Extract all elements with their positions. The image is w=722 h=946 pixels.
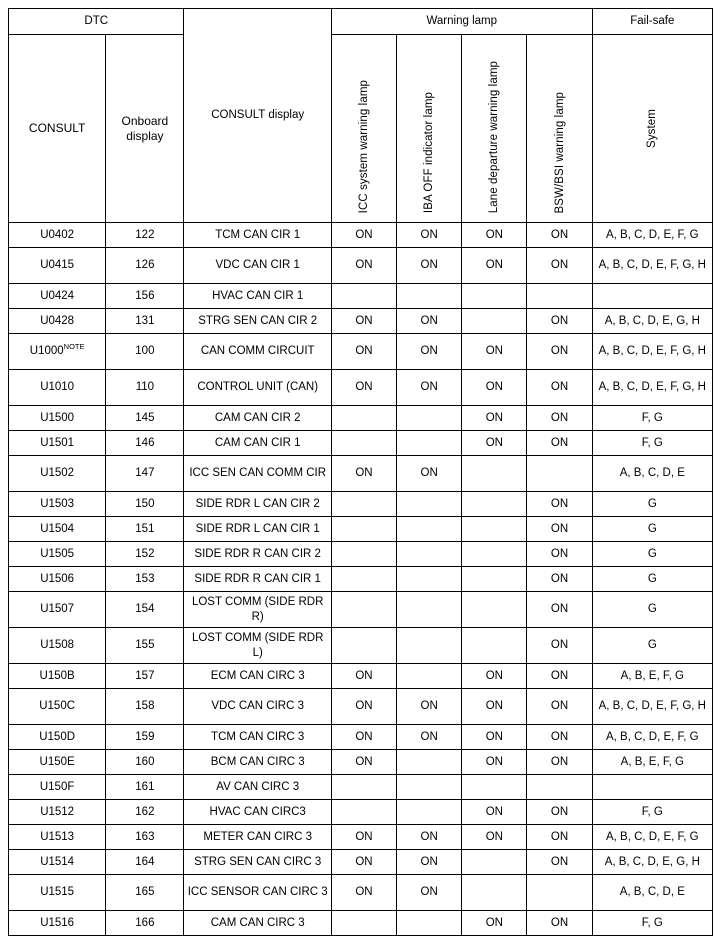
cell-dtc-consult: U1010 — [9, 370, 106, 406]
cell-icc-system-warning-lamp — [331, 517, 396, 542]
cell-iba-off-indicator-lamp — [397, 592, 462, 628]
cell-icc-system-warning-lamp: ON — [331, 750, 396, 775]
cell-dtc-consult: U1507 — [9, 592, 106, 628]
header-col-icc-label: ICC system warning lamp — [357, 80, 370, 214]
cell-dtc-onboard-display: 160 — [106, 750, 184, 775]
cell-dtc-onboard-display: 162 — [106, 800, 184, 825]
cell-iba-off-indicator-lamp — [397, 800, 462, 825]
cell-failsafe-system — [592, 775, 712, 800]
cell-dtc-consult: U0428 — [9, 309, 106, 334]
cell-icc-system-warning-lamp: ON — [331, 725, 396, 750]
cell-bsw-bsi-warning-lamp: ON — [527, 406, 592, 431]
cell-dtc-onboard-display: 161 — [106, 775, 184, 800]
cell-icc-system-warning-lamp: ON — [331, 456, 396, 492]
cell-bsw-bsi-warning-lamp: ON — [527, 911, 592, 936]
table-row — [9, 664, 713, 689]
table-row — [9, 850, 713, 875]
dtc-warning-lamp-failsafe-table — [8, 8, 713, 936]
cell-dtc-consult: U1513 — [9, 825, 106, 850]
cell-dtc-consult: U0424 — [9, 284, 106, 309]
cell-lane-departure-warning-lamp — [462, 309, 527, 334]
cell-lane-departure-warning-lamp: ON — [462, 248, 527, 284]
cell-failsafe-system: A, B, E, F, G — [592, 664, 712, 689]
header-col-consult: CONSULT — [9, 35, 106, 223]
cell-icc-system-warning-lamp — [331, 911, 396, 936]
cell-failsafe-system: G — [592, 567, 712, 592]
cell-bsw-bsi-warning-lamp — [527, 875, 592, 911]
cell-lane-departure-warning-lamp — [462, 492, 527, 517]
cell-dtc-consult: U1500 — [9, 406, 106, 431]
cell-dtc-consult: U1506 — [9, 567, 106, 592]
cell-consult-display: STRG SEN CAN CIR 2 — [184, 309, 331, 334]
cell-dtc-onboard-display: 110 — [106, 370, 184, 406]
cell-lane-departure-warning-lamp — [462, 567, 527, 592]
cell-bsw-bsi-warning-lamp: ON — [527, 542, 592, 567]
cell-consult-display: CAM CAN CIRC 3 — [184, 911, 331, 936]
cell-consult-display: METER CAN CIRC 3 — [184, 825, 331, 850]
cell-dtc-onboard-display: 155 — [106, 628, 184, 664]
table-row — [9, 406, 713, 431]
cell-dtc-consult: U1505 — [9, 542, 106, 567]
table-body — [9, 223, 713, 936]
table-row — [9, 517, 713, 542]
cell-dtc-consult: U1000$^{NOTE}$ — [9, 334, 106, 370]
cell-failsafe-system: A, B, C, D, E — [592, 456, 712, 492]
cell-consult-display: TCM CAN CIRC 3 — [184, 725, 331, 750]
header-group-failsafe: Fail-safe — [592, 9, 712, 35]
header-group-row — [9, 9, 713, 35]
cell-dtc-onboard-display: 164 — [106, 850, 184, 875]
cell-failsafe-system: G — [592, 517, 712, 542]
cell-consult-display: LOST COMM (SIDE RDR R) — [184, 592, 331, 628]
cell-icc-system-warning-lamp — [331, 542, 396, 567]
cell-iba-off-indicator-lamp: ON — [397, 875, 462, 911]
cell-consult-display: HVAC CAN CIRC3 — [184, 800, 331, 825]
cell-iba-off-indicator-lamp: ON — [397, 850, 462, 875]
cell-dtc-consult: U1504 — [9, 517, 106, 542]
header-col-onboard-display: Onboard display — [106, 35, 184, 223]
cell-failsafe-system: F, G — [592, 911, 712, 936]
cell-bsw-bsi-warning-lamp — [527, 775, 592, 800]
header-col-bsw-label: BSW/BSI warning lamp — [553, 91, 566, 214]
cell-failsafe-system: A, B, E, F, G — [592, 750, 712, 775]
cell-failsafe-system: G — [592, 492, 712, 517]
cell-iba-off-indicator-lamp — [397, 567, 462, 592]
cell-lane-departure-warning-lamp — [462, 456, 527, 492]
table-row — [9, 628, 713, 664]
table-row — [9, 456, 713, 492]
header-col-bsw-bsi-warning-lamp — [527, 35, 592, 223]
note-superscript: NOTE — [63, 342, 85, 352]
table-row — [9, 370, 713, 406]
cell-failsafe-system: G — [592, 628, 712, 664]
cell-dtc-onboard-display: 158 — [106, 689, 184, 725]
header-col-consult-display: CONSULT display — [184, 9, 331, 223]
cell-icc-system-warning-lamp: ON — [331, 223, 396, 248]
cell-consult-display: LOST COMM (SIDE RDR L) — [184, 628, 331, 664]
cell-iba-off-indicator-lamp: ON — [397, 456, 462, 492]
cell-dtc-consult: U0415 — [9, 248, 106, 284]
table-row — [9, 492, 713, 517]
cell-iba-off-indicator-lamp — [397, 406, 462, 431]
cell-bsw-bsi-warning-lamp: ON — [527, 850, 592, 875]
cell-failsafe-system: F, G — [592, 431, 712, 456]
cell-bsw-bsi-warning-lamp: ON — [527, 628, 592, 664]
cell-failsafe-system: A, B, C, D, E — [592, 875, 712, 911]
cell-iba-off-indicator-lamp — [397, 628, 462, 664]
cell-iba-off-indicator-lamp: ON — [397, 248, 462, 284]
cell-dtc-consult: U150D — [9, 725, 106, 750]
table-row — [9, 689, 713, 725]
cell-lane-departure-warning-lamp: ON — [462, 800, 527, 825]
cell-failsafe-system: A, B, C, D, E, F, G — [592, 825, 712, 850]
cell-icc-system-warning-lamp — [331, 592, 396, 628]
header-group-warning-lamp: Warning lamp — [331, 9, 592, 35]
cell-failsafe-system: A, B, C, D, E, G, H — [592, 309, 712, 334]
cell-bsw-bsi-warning-lamp: ON — [527, 492, 592, 517]
cell-consult-display: BCM CAN CIRC 3 — [184, 750, 331, 775]
cell-dtc-onboard-display: 159 — [106, 725, 184, 750]
cell-bsw-bsi-warning-lamp: ON — [527, 567, 592, 592]
cell-dtc-onboard-display: 152 — [106, 542, 184, 567]
cell-consult-display: ICC SEN CAN COMM CIR — [184, 456, 331, 492]
cell-lane-departure-warning-lamp: ON — [462, 750, 527, 775]
cell-failsafe-system: A, B, C, D, E, F, G, H — [592, 370, 712, 406]
cell-lane-departure-warning-lamp: ON — [462, 664, 527, 689]
cell-lane-departure-warning-lamp: ON — [462, 431, 527, 456]
cell-dtc-onboard-display: 156 — [106, 284, 184, 309]
cell-dtc-consult: U150E — [9, 750, 106, 775]
header-col-lane-label: Lane departure warning lamp — [488, 61, 501, 214]
cell-consult-display: SIDE RDR L CAN CIR 2 — [184, 492, 331, 517]
cell-iba-off-indicator-lamp: ON — [397, 370, 462, 406]
header-col-icc-system-warning-lamp — [331, 35, 396, 223]
cell-dtc-onboard-display: 126 — [106, 248, 184, 284]
header-col-iba-label: IBA OFF indicator lamp — [423, 92, 436, 214]
cell-dtc-onboard-display: 147 — [106, 456, 184, 492]
table-row — [9, 875, 713, 911]
cell-failsafe-system: A, B, C, D, E, F, G, H — [592, 248, 712, 284]
cell-consult-display: CAN COMM CIRCUIT — [184, 334, 331, 370]
cell-dtc-consult: U150C — [9, 689, 106, 725]
cell-icc-system-warning-lamp — [331, 284, 396, 309]
cell-icc-system-warning-lamp: ON — [331, 850, 396, 875]
cell-consult-display: VDC CAN CIR 1 — [184, 248, 331, 284]
cell-icc-system-warning-lamp — [331, 567, 396, 592]
cell-dtc-onboard-display: 150 — [106, 492, 184, 517]
cell-failsafe-system: F, G — [592, 406, 712, 431]
cell-bsw-bsi-warning-lamp: ON — [527, 689, 592, 725]
cell-lane-departure-warning-lamp: ON — [462, 406, 527, 431]
table-row — [9, 542, 713, 567]
cell-dtc-onboard-display: 157 — [106, 664, 184, 689]
cell-failsafe-system: A, B, C, D, E, F, G, H — [592, 689, 712, 725]
cell-failsafe-system: F, G — [592, 800, 712, 825]
cell-bsw-bsi-warning-lamp: ON — [527, 334, 592, 370]
cell-dtc-consult: U150B — [9, 664, 106, 689]
cell-lane-departure-warning-lamp — [462, 875, 527, 911]
table-row — [9, 911, 713, 936]
cell-icc-system-warning-lamp: ON — [331, 370, 396, 406]
cell-icc-system-warning-lamp — [331, 492, 396, 517]
cell-dtc-consult: U1515 — [9, 875, 106, 911]
table-row — [9, 750, 713, 775]
header-group-dtc: DTC — [9, 9, 184, 35]
cell-iba-off-indicator-lamp: ON — [397, 309, 462, 334]
cell-iba-off-indicator-lamp — [397, 431, 462, 456]
table-header — [9, 9, 713, 223]
cell-bsw-bsi-warning-lamp: ON — [527, 223, 592, 248]
header-col-iba-off-indicator-lamp — [397, 35, 462, 223]
cell-dtc-consult: U1501 — [9, 431, 106, 456]
cell-consult-display: SIDE RDR L CAN CIR 1 — [184, 517, 331, 542]
cell-lane-departure-warning-lamp: ON — [462, 825, 527, 850]
cell-bsw-bsi-warning-lamp: ON — [527, 592, 592, 628]
cell-dtc-onboard-display: 100 — [106, 334, 184, 370]
cell-bsw-bsi-warning-lamp: ON — [527, 309, 592, 334]
cell-dtc-onboard-display: 165 — [106, 875, 184, 911]
cell-dtc-onboard-display: 122 — [106, 223, 184, 248]
table-row — [9, 825, 713, 850]
cell-icc-system-warning-lamp: ON — [331, 248, 396, 284]
cell-lane-departure-warning-lamp — [462, 542, 527, 567]
cell-consult-display: CAM CAN CIR 2 — [184, 406, 331, 431]
cell-dtc-onboard-display: 146 — [106, 431, 184, 456]
header-col-lane-departure-warning-lamp — [462, 35, 527, 223]
cell-iba-off-indicator-lamp — [397, 492, 462, 517]
cell-failsafe-system: G — [592, 542, 712, 567]
cell-bsw-bsi-warning-lamp: ON — [527, 825, 592, 850]
cell-consult-display: VDC CAN CIRC 3 — [184, 689, 331, 725]
cell-consult-display: ICC SENSOR CAN CIRC 3 — [184, 875, 331, 911]
cell-iba-off-indicator-lamp — [397, 517, 462, 542]
cell-lane-departure-warning-lamp — [462, 775, 527, 800]
cell-iba-off-indicator-lamp: ON — [397, 334, 462, 370]
cell-bsw-bsi-warning-lamp: ON — [527, 517, 592, 542]
table-row — [9, 800, 713, 825]
cell-lane-departure-warning-lamp — [462, 628, 527, 664]
header-sub-row — [9, 35, 713, 223]
cell-dtc-onboard-display: 145 — [106, 406, 184, 431]
cell-dtc-consult: U1512 — [9, 800, 106, 825]
table-row — [9, 431, 713, 456]
cell-dtc-onboard-display: 163 — [106, 825, 184, 850]
cell-consult-display: SIDE RDR R CAN CIR 1 — [184, 567, 331, 592]
cell-dtc-consult: U1502 — [9, 456, 106, 492]
cell-consult-display: CAM CAN CIR 1 — [184, 431, 331, 456]
cell-dtc-onboard-display: 153 — [106, 567, 184, 592]
cell-icc-system-warning-lamp: ON — [331, 689, 396, 725]
cell-iba-off-indicator-lamp: ON — [397, 689, 462, 725]
cell-dtc-onboard-display: 166 — [106, 911, 184, 936]
cell-dtc-consult: U1503 — [9, 492, 106, 517]
table-row — [9, 223, 713, 248]
cell-bsw-bsi-warning-lamp: ON — [527, 431, 592, 456]
cell-bsw-bsi-warning-lamp — [527, 284, 592, 309]
cell-icc-system-warning-lamp: ON — [331, 825, 396, 850]
cell-lane-departure-warning-lamp: ON — [462, 725, 527, 750]
cell-dtc-onboard-display: 131 — [106, 309, 184, 334]
cell-icc-system-warning-lamp — [331, 431, 396, 456]
cell-bsw-bsi-warning-lamp: ON — [527, 248, 592, 284]
cell-lane-departure-warning-lamp: ON — [462, 370, 527, 406]
table-row — [9, 592, 713, 628]
cell-consult-display: HVAC CAN CIR 1 — [184, 284, 331, 309]
cell-dtc-consult: U1508 — [9, 628, 106, 664]
cell-iba-off-indicator-lamp: ON — [397, 725, 462, 750]
cell-bsw-bsi-warning-lamp: ON — [527, 800, 592, 825]
cell-lane-departure-warning-lamp: ON — [462, 334, 527, 370]
table-row — [9, 567, 713, 592]
cell-icc-system-warning-lamp — [331, 775, 396, 800]
table-row — [9, 248, 713, 284]
cell-iba-off-indicator-lamp: ON — [397, 825, 462, 850]
cell-lane-departure-warning-lamp: ON — [462, 689, 527, 725]
header-col-system-label: System — [646, 109, 659, 148]
cell-dtc-onboard-display: 151 — [106, 517, 184, 542]
cell-consult-display: ECM CAN CIRC 3 — [184, 664, 331, 689]
cell-bsw-bsi-warning-lamp: ON — [527, 750, 592, 775]
cell-failsafe-system: G — [592, 592, 712, 628]
cell-bsw-bsi-warning-lamp: ON — [527, 664, 592, 689]
cell-lane-departure-warning-lamp — [462, 284, 527, 309]
cell-icc-system-warning-lamp: ON — [331, 664, 396, 689]
table-row — [9, 775, 713, 800]
cell-dtc-consult: U1516 — [9, 911, 106, 936]
cell-dtc-consult: U1514 — [9, 850, 106, 875]
cell-consult-display: CONTROL UNIT (CAN) — [184, 370, 331, 406]
cell-icc-system-warning-lamp: ON — [331, 309, 396, 334]
cell-dtc-onboard-display: 154 — [106, 592, 184, 628]
cell-failsafe-system — [592, 284, 712, 309]
table-row — [9, 725, 713, 750]
table-row — [9, 309, 713, 334]
cell-dtc-consult: U0402 — [9, 223, 106, 248]
cell-icc-system-warning-lamp — [331, 800, 396, 825]
cell-consult-display: STRG SEN CAN CIRC 3 — [184, 850, 331, 875]
cell-icc-system-warning-lamp: ON — [331, 334, 396, 370]
table-row — [9, 284, 713, 309]
cell-consult-display: SIDE RDR R CAN CIR 2 — [184, 542, 331, 567]
cell-dtc-consult: U150F — [9, 775, 106, 800]
cell-iba-off-indicator-lamp: ON — [397, 223, 462, 248]
cell-consult-display: TCM CAN CIR 1 — [184, 223, 331, 248]
cell-bsw-bsi-warning-lamp: ON — [527, 370, 592, 406]
cell-bsw-bsi-warning-lamp: ON — [527, 725, 592, 750]
cell-failsafe-system: A, B, C, D, E, F, G, H — [592, 334, 712, 370]
header-col-system — [592, 35, 712, 223]
cell-lane-departure-warning-lamp — [462, 592, 527, 628]
cell-icc-system-warning-lamp — [331, 628, 396, 664]
cell-lane-departure-warning-lamp: ON — [462, 223, 527, 248]
cell-iba-off-indicator-lamp — [397, 542, 462, 567]
cell-iba-off-indicator-lamp — [397, 911, 462, 936]
cell-failsafe-system: A, B, C, D, E, F, G — [592, 223, 712, 248]
cell-lane-departure-warning-lamp: ON — [462, 911, 527, 936]
cell-failsafe-system: A, B, C, D, E, G, H — [592, 850, 712, 875]
cell-icc-system-warning-lamp — [331, 406, 396, 431]
cell-iba-off-indicator-lamp — [397, 750, 462, 775]
cell-bsw-bsi-warning-lamp — [527, 456, 592, 492]
cell-icc-system-warning-lamp: ON — [331, 875, 396, 911]
cell-iba-off-indicator-lamp — [397, 664, 462, 689]
cell-iba-off-indicator-lamp — [397, 284, 462, 309]
cell-consult-display: AV CAN CIRC 3 — [184, 775, 331, 800]
cell-lane-departure-warning-lamp — [462, 850, 527, 875]
table-row — [9, 334, 713, 370]
cell-iba-off-indicator-lamp — [397, 775, 462, 800]
cell-failsafe-system: A, B, C, D, E, F, G — [592, 725, 712, 750]
cell-lane-departure-warning-lamp — [462, 517, 527, 542]
